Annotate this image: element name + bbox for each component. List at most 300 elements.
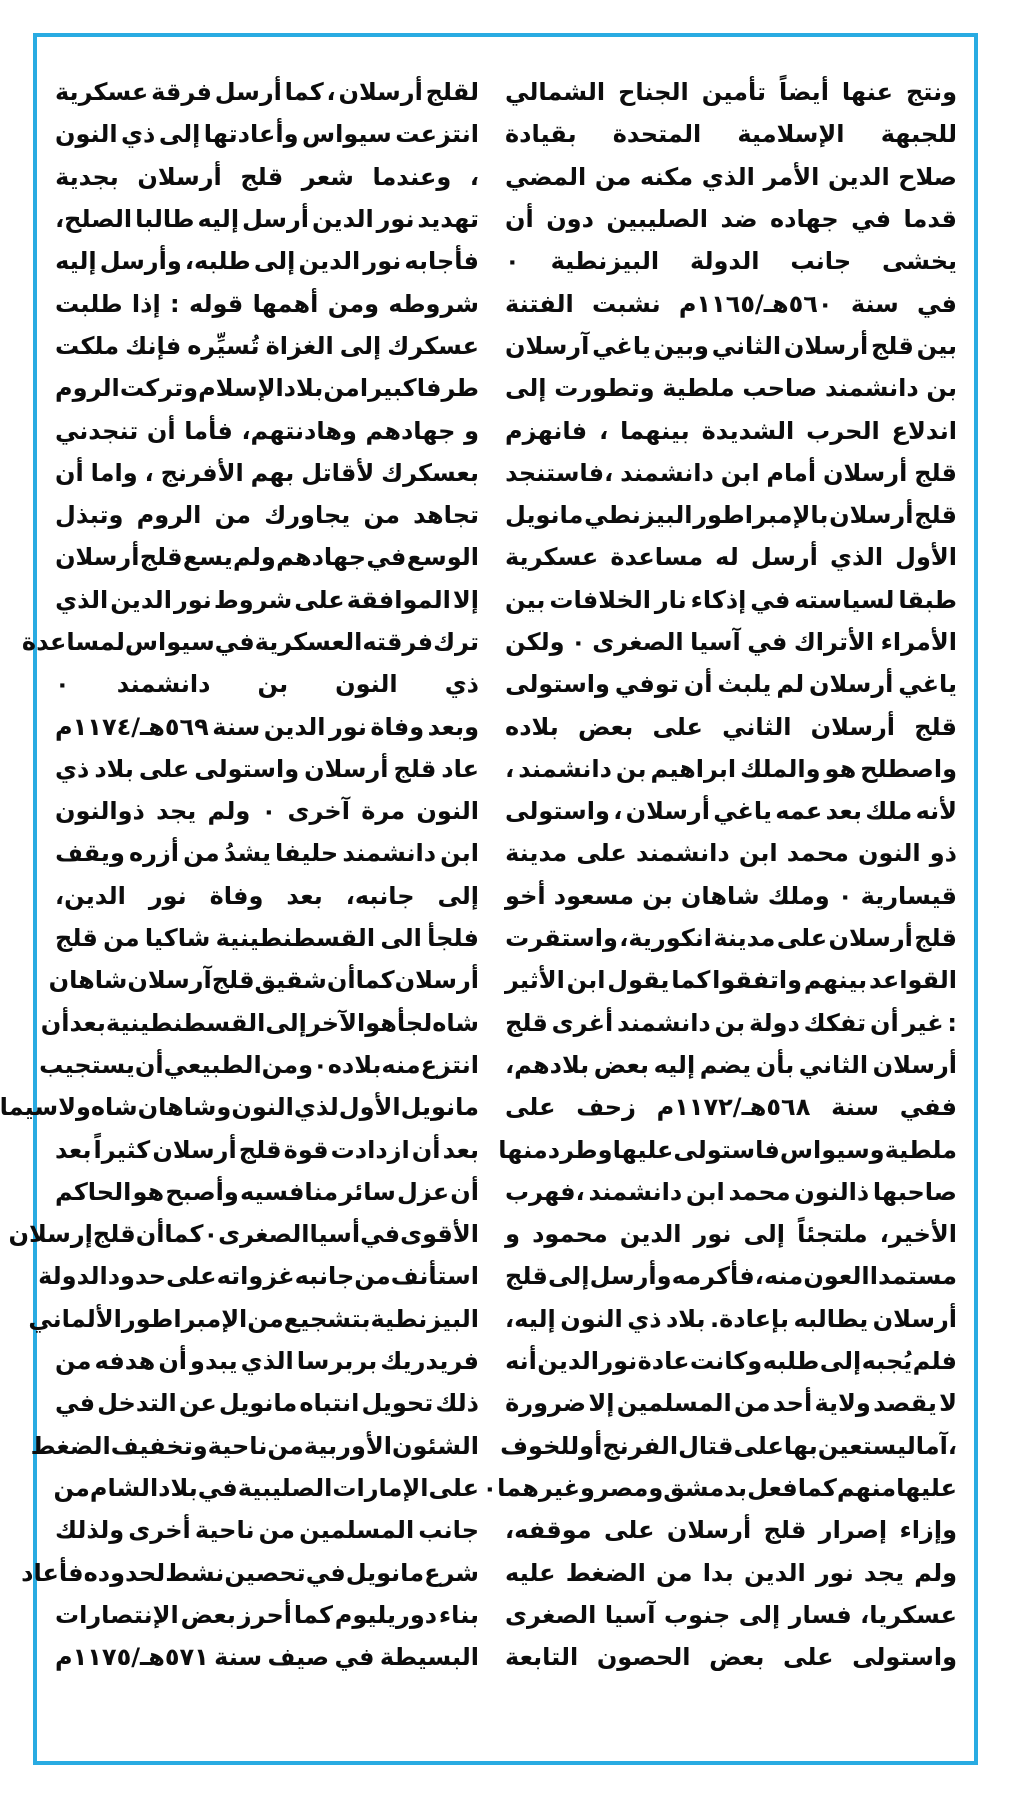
word: البيزنطي <box>584 501 693 530</box>
word: إلى <box>437 881 479 910</box>
word: الشئون <box>392 1431 479 1460</box>
word: من <box>53 1473 90 1502</box>
word: قلج <box>914 501 957 530</box>
word: الوسع <box>406 543 479 572</box>
word: ٠ <box>203 1220 219 1249</box>
word: دانشمند <box>518 754 612 783</box>
text-line <box>55 832 479 874</box>
word: الجناح <box>618 78 689 107</box>
word: نور <box>148 881 187 910</box>
word: أو <box>579 1431 603 1460</box>
word: لأقاتل <box>301 458 375 487</box>
word: أنه <box>505 1347 537 1376</box>
word: ابن <box>720 458 760 487</box>
word: واستولى <box>505 797 610 826</box>
word: يلبث <box>717 670 772 699</box>
word: إليه <box>55 247 97 276</box>
word: يجد <box>156 797 197 826</box>
word: إلى <box>505 374 547 403</box>
text-line <box>55 113 479 155</box>
word: طلبه <box>762 1347 820 1376</box>
word: الأتراك <box>793 628 875 656</box>
word: أن <box>411 1135 441 1164</box>
word: هو <box>365 1008 397 1037</box>
column-right <box>482 71 957 1678</box>
text-line <box>55 282 479 324</box>
word: دانشمند <box>116 670 211 699</box>
word: إليه <box>653 1050 696 1079</box>
word: يبدو <box>190 1347 238 1376</box>
word: وسيواس <box>779 1135 885 1164</box>
word: بإعادة. <box>709 1304 789 1333</box>
text-line <box>505 1255 957 1297</box>
word: بلادهم، <box>505 1050 590 1079</box>
word: جانبه <box>294 1262 355 1291</box>
word: من <box>594 162 632 191</box>
word: ففي <box>899 1093 957 1122</box>
word: وملك <box>767 881 830 910</box>
word: انكورية، <box>619 924 712 953</box>
word: سنة <box>850 289 899 318</box>
word: منه <box>764 1262 804 1291</box>
text-line <box>55 156 479 198</box>
word: ملطية <box>884 1135 957 1164</box>
word: إذكاء <box>690 585 747 614</box>
word: ذي <box>444 670 479 699</box>
word: في <box>747 628 788 656</box>
word: التابعة <box>505 1643 579 1672</box>
text-line <box>505 452 957 494</box>
word: قلج <box>871 331 914 360</box>
word: الذي <box>829 543 884 572</box>
word: النون <box>416 797 479 826</box>
word: ولاسيما <box>0 1093 91 1122</box>
word: و <box>464 416 479 445</box>
word: سنة <box>214 1643 263 1672</box>
word: إرسلان <box>8 1220 93 1249</box>
word: ذي <box>121 120 156 149</box>
word: ويقف <box>55 839 125 868</box>
word: واستولى <box>505 670 610 699</box>
word: توفي <box>614 670 679 699</box>
word: الثاني <box>722 712 792 741</box>
word: في <box>214 628 255 656</box>
word: ذوالنون <box>55 797 145 826</box>
word: لحدوده <box>83 1558 166 1587</box>
word: ياغي <box>713 797 772 826</box>
word: جانب <box>790 247 852 276</box>
word: فأكرمه <box>671 1262 755 1291</box>
word: الدين <box>263 712 326 741</box>
word: عليها <box>612 1135 674 1164</box>
word: ضرورة <box>505 1389 587 1418</box>
word: جانب <box>418 1516 479 1545</box>
word: آخرى <box>287 797 350 826</box>
word: قدما <box>903 205 957 234</box>
text-line <box>55 1509 479 1551</box>
word: و <box>505 1220 520 1249</box>
text-line <box>505 875 957 917</box>
text-line <box>505 156 957 198</box>
word: محمود <box>532 1220 608 1249</box>
word: ياغي <box>898 670 957 699</box>
word: كثيراً <box>93 1135 151 1164</box>
word: الحرب <box>806 416 880 445</box>
word: ولم <box>233 543 276 572</box>
word: شاه <box>90 1093 138 1122</box>
word: أن <box>869 1008 899 1037</box>
word: قلج <box>211 966 255 995</box>
word: بها <box>783 1431 818 1460</box>
page-border-frame <box>0 33 978 1765</box>
word: ،فهرب <box>505 1177 585 1206</box>
word: أغرى <box>551 1008 614 1037</box>
word: فلم <box>912 1347 957 1376</box>
word: المضي <box>505 162 587 191</box>
word: على <box>783 1643 834 1672</box>
word: البسيطة <box>379 1643 479 1672</box>
word: الأمر <box>763 162 820 191</box>
word: الألماني <box>28 1304 122 1333</box>
word: بلاد <box>158 1473 198 1502</box>
word: وفاة <box>209 881 264 910</box>
word: نور <box>815 1558 854 1587</box>
text-line <box>505 917 957 959</box>
word: انتزع <box>420 1050 479 1079</box>
word: عاد <box>441 754 479 783</box>
word: كما <box>355 966 395 995</box>
word: سنة <box>212 712 261 741</box>
word: الشام <box>89 1473 159 1502</box>
word: فإنك <box>125 331 182 360</box>
word: قلج <box>55 924 98 953</box>
text-line <box>505 748 957 790</box>
word: بدمشق <box>663 1473 748 1502</box>
word: شرع <box>424 1558 479 1587</box>
word: الغزاة <box>265 331 334 360</box>
word: محمد <box>786 839 849 868</box>
word: وتطورت <box>554 374 655 403</box>
word: بلاده <box>505 712 559 741</box>
word: بلاد <box>94 754 134 783</box>
word: بناء <box>438 1600 479 1629</box>
text-line <box>55 1171 479 1213</box>
word: إلى <box>339 331 382 360</box>
word: مستمدا <box>869 1262 957 1291</box>
word: لا <box>939 1389 957 1418</box>
word: واما <box>90 458 138 487</box>
text-line <box>55 579 479 621</box>
word: بأن <box>755 1050 795 1079</box>
text-line <box>55 1594 479 1636</box>
word: إليه <box>197 205 240 234</box>
word: نشط <box>165 1558 225 1587</box>
word: فرقته <box>362 628 434 656</box>
word: يقول <box>607 966 670 995</box>
word: بعض <box>180 1600 236 1629</box>
word: ذي <box>627 1304 662 1333</box>
word: واستولى <box>194 754 300 783</box>
text-line <box>505 1171 957 1213</box>
word: بن <box>926 374 957 403</box>
word: حليفا <box>275 839 339 868</box>
text-line <box>55 790 479 832</box>
word: الذي <box>55 585 109 614</box>
word: هو <box>824 754 857 783</box>
word: آما <box>915 1431 948 1460</box>
word: جهاده <box>770 205 839 234</box>
word: بجدية <box>55 162 119 191</box>
word: ولم <box>914 1558 957 1587</box>
word: من <box>267 1431 304 1460</box>
word: عزل <box>396 1177 450 1206</box>
word: قلج <box>914 712 957 741</box>
word: الشديدة <box>701 416 795 445</box>
word: الأمراء <box>880 628 957 656</box>
word: موقفه، <box>505 1516 592 1545</box>
word: هدفه <box>94 1347 156 1376</box>
word: ، <box>947 1431 957 1460</box>
word: وعندما <box>372 162 452 191</box>
word: الأقوى <box>400 1220 479 1249</box>
word: ليستعين <box>817 1431 916 1460</box>
word: للجبهة <box>880 120 957 149</box>
word: أرسلان <box>783 331 869 360</box>
word: ابن <box>440 839 479 868</box>
word: مانويل <box>218 1389 298 1418</box>
word: على <box>576 839 627 868</box>
word: البيزنطية <box>550 247 660 276</box>
word: يُجبه <box>861 1347 913 1376</box>
word: إليه، <box>505 1304 556 1333</box>
word: وأصبح <box>165 1177 239 1206</box>
word: يضم <box>699 1050 752 1079</box>
text-line <box>30 1425 479 1467</box>
word: دانشمند <box>824 374 919 403</box>
word: الدين <box>619 1220 682 1249</box>
word: طبقا <box>898 585 957 614</box>
text-line <box>55 240 479 282</box>
word: دولة <box>748 1008 800 1037</box>
word: إلى <box>743 1220 786 1249</box>
word: أرسل <box>241 205 310 234</box>
word: ترك <box>433 628 479 656</box>
word: في <box>55 1389 96 1418</box>
word: أحد <box>772 1389 813 1418</box>
word: يشدُ <box>223 839 271 868</box>
text-line <box>55 917 479 959</box>
word: أرسلان <box>822 458 908 487</box>
word: دوريليوم <box>334 1600 438 1629</box>
word: الصليبية <box>237 1473 333 1502</box>
word: الإمبراطور <box>121 1304 248 1333</box>
word: مانويل <box>400 1093 479 1122</box>
word: أزره <box>128 839 179 868</box>
word: تجاهد <box>413 501 479 530</box>
word: نور <box>693 1220 732 1249</box>
text-line <box>505 367 957 409</box>
word: بن <box>642 881 673 910</box>
word: ٠ <box>571 628 586 656</box>
word: بربرسا <box>296 1347 378 1376</box>
word: ناحية <box>207 1431 268 1460</box>
word: من <box>214 501 252 530</box>
word: ٥٦٨هـ/١١٧٢م <box>656 1093 811 1122</box>
word: وغيرهما <box>497 1473 595 1502</box>
word: نور <box>363 247 402 276</box>
word: يسع <box>182 543 233 572</box>
word: مدينة <box>505 839 568 868</box>
word: ياغي <box>592 331 651 360</box>
word: ملطية <box>662 374 735 403</box>
word: منافسيه <box>239 1177 339 1206</box>
word: الدين <box>827 162 890 191</box>
word: أرسل <box>214 78 282 107</box>
word: لأنه <box>915 797 957 826</box>
word: ولذلك <box>55 1516 125 1545</box>
word: أرسلان <box>152 1135 237 1164</box>
word: منه <box>381 1050 421 1079</box>
text-line <box>55 536 479 578</box>
word: ، <box>326 78 336 107</box>
word: أرسلان <box>55 543 140 572</box>
word: ومن <box>261 1050 314 1079</box>
word: المسلمين <box>616 1389 732 1418</box>
word: ابن <box>738 839 778 868</box>
word: شروطه <box>388 289 479 318</box>
word: وكانت <box>689 1347 763 1376</box>
word: من <box>247 1304 284 1333</box>
word: يقصد <box>873 1389 937 1418</box>
text-line <box>55 1340 479 1382</box>
word: للخوف <box>500 1431 580 1460</box>
word: عسكرية <box>505 543 599 572</box>
word: إلا <box>588 1389 615 1418</box>
word: شاه <box>432 1008 479 1037</box>
word: وتخفيف <box>110 1431 208 1460</box>
word: أن <box>158 1347 188 1376</box>
word: انتباه <box>299 1389 360 1418</box>
word: حدود <box>107 1262 167 1291</box>
word: قلج <box>914 924 957 953</box>
word: لذي <box>293 1093 339 1122</box>
text-line <box>505 1551 957 1593</box>
word: إلا <box>452 585 479 614</box>
word: أخرى <box>128 1516 191 1545</box>
text-line <box>48 959 479 1001</box>
word: واستولى <box>852 1643 957 1672</box>
word: في <box>366 543 407 572</box>
word: بعض <box>709 1643 765 1672</box>
word: على <box>776 924 828 953</box>
word: من <box>323 374 360 403</box>
word: ذلك <box>435 1389 479 1418</box>
word: الدولة <box>38 1262 108 1291</box>
word: قلج <box>505 1262 548 1291</box>
word: دون <box>546 205 594 234</box>
column-left <box>0 71 479 1678</box>
word: في <box>360 1220 401 1249</box>
text-line <box>505 621 957 663</box>
word: من <box>103 924 140 953</box>
text-line <box>505 579 957 621</box>
word: الآخر <box>306 1008 366 1037</box>
word: قوة <box>283 1135 329 1164</box>
word: إذا <box>131 289 161 318</box>
word: الذي <box>701 162 755 191</box>
text-line <box>55 705 479 747</box>
word: ، <box>505 754 515 783</box>
word: طلبه، <box>184 247 251 276</box>
word: أهمها <box>252 289 319 318</box>
text-line <box>55 1467 479 1509</box>
word: أرسلان <box>828 924 913 953</box>
text-line <box>505 705 957 747</box>
word: شعر <box>301 162 354 191</box>
word: أن <box>450 1177 479 1206</box>
word: فأما <box>184 416 233 445</box>
word: آسيا <box>690 628 741 656</box>
word: ٠ <box>482 1473 498 1502</box>
word: قلج <box>763 1516 807 1545</box>
text-line <box>28 1298 479 1340</box>
word: ناحية <box>194 1516 255 1545</box>
word: ، <box>599 416 609 445</box>
word: من <box>734 1389 771 1418</box>
word: فلجأ <box>427 924 479 953</box>
word: صاحبها <box>872 1177 957 1206</box>
text-line <box>55 494 479 536</box>
word: تُسيِّره <box>187 331 260 360</box>
word: مانويل <box>345 1558 425 1587</box>
word: محمد <box>728 1177 791 1206</box>
word: أرسلان <box>338 78 423 107</box>
word: إلى <box>819 1347 862 1376</box>
word: مرة <box>361 797 406 826</box>
word: مسعود <box>553 881 634 910</box>
word: إلى <box>547 1262 590 1291</box>
word: نور <box>599 1347 638 1376</box>
word: الحاكم <box>55 1177 132 1206</box>
text-line <box>8 1213 479 1255</box>
text-line <box>55 1636 479 1678</box>
word: جهادهم <box>365 416 456 445</box>
word: طلبت <box>55 289 123 318</box>
word: أرسلان <box>137 162 222 191</box>
word: يستجيب <box>39 1050 135 1079</box>
word: يجاورك <box>264 501 351 530</box>
text-line <box>55 198 479 240</box>
word: ابن <box>566 966 606 995</box>
word: ملك <box>865 797 913 826</box>
text-line <box>55 1128 479 1170</box>
word: من <box>354 1262 391 1291</box>
text-line <box>55 663 479 705</box>
word: ابن <box>685 1177 725 1206</box>
text-line <box>55 367 479 409</box>
word: الأول <box>338 1093 401 1122</box>
word: الى <box>380 924 422 953</box>
word: المسلمين <box>299 1516 415 1545</box>
word: المتحدة <box>612 120 702 149</box>
word: وبعد <box>427 712 479 741</box>
word: الدين <box>537 1347 599 1376</box>
word: ابراهيم <box>650 754 737 783</box>
word: جانبه، <box>345 881 415 910</box>
word: يخشى <box>881 247 957 276</box>
word: الدين <box>110 585 172 614</box>
text-line <box>505 409 957 451</box>
